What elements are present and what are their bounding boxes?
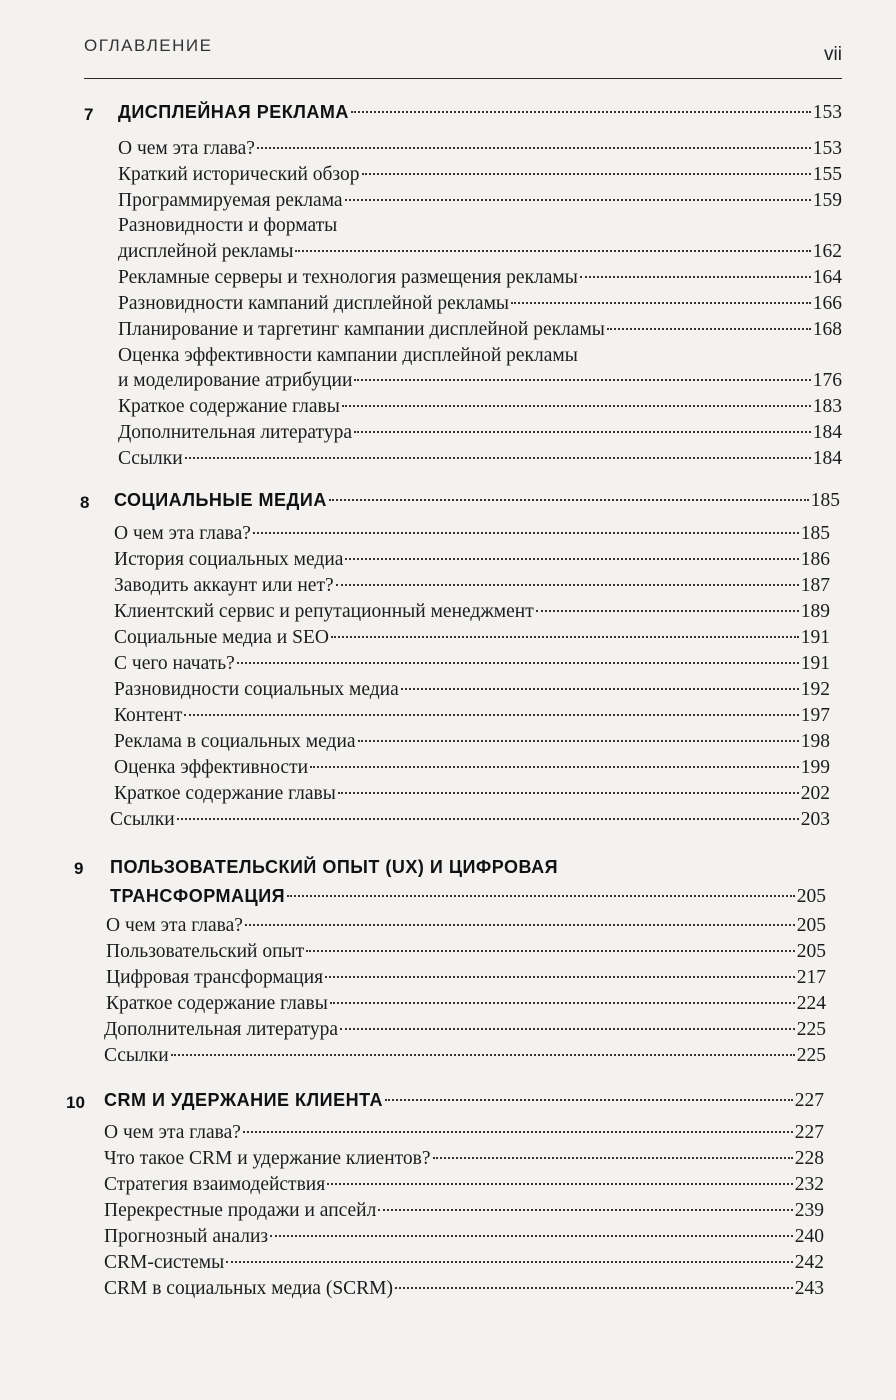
page-number: 224 [796, 993, 826, 1014]
entry-title: Краткий исторический обзор [118, 164, 360, 185]
chapter-title-line1: ПОЛЬЗОВАТЕЛЬСКИЙ ОПЫТ (UX) И ЦИФРОВАЯ [110, 857, 559, 877]
entry-title: Оценка эффективности [114, 757, 309, 778]
entry-title: Социальные медиа и SEO [114, 627, 329, 648]
toc-entry[interactable] [114, 730, 830, 754]
dot-leader [295, 250, 810, 252]
entry-title: Что такое CRM и удержание клиентов? [104, 1148, 431, 1169]
page-number: 227 [794, 1090, 824, 1111]
toc-entry[interactable] [114, 678, 830, 702]
page-number: 240 [794, 1226, 824, 1247]
page-number: 168 [812, 319, 842, 340]
dot-leader [345, 558, 798, 560]
running-header-page-number: vii [824, 44, 842, 65]
entry-title: Дополнительная литература [118, 422, 352, 443]
page-number: 242 [794, 1252, 824, 1273]
entry-title: О чем эта глава? [114, 523, 251, 544]
page-number: 186 [800, 549, 830, 570]
entry-title: Пользовательский опыт [106, 941, 305, 962]
dot-leader [253, 532, 799, 534]
page-number: 184 [812, 448, 842, 469]
toc-entry[interactable] [114, 548, 830, 572]
dot-leader [342, 405, 811, 407]
entry-title: Планирование и таргетинг кампании дисплейной рекламы [118, 319, 605, 340]
entry-title: Реклама в социальных медиа [114, 731, 356, 752]
dot-leader [257, 147, 811, 149]
dot-leader [270, 1235, 793, 1237]
toc-entry[interactable] [110, 808, 830, 832]
chapter-title: CRM И УДЕРЖАНИЕ КЛИЕНТА [104, 1090, 383, 1110]
toc-entry[interactable] [118, 292, 842, 316]
toc-entry[interactable] [104, 1173, 824, 1197]
chapter-heading[interactable] [114, 488, 840, 513]
dot-leader [354, 379, 810, 381]
dot-leader [580, 276, 811, 278]
entry-title: Дополнительная литература [104, 1019, 338, 1040]
page-number: 166 [812, 293, 842, 314]
toc-entry[interactable] [106, 992, 826, 1016]
toc-entry[interactable] [118, 395, 842, 419]
chapter-number: 10 [66, 1093, 85, 1112]
entry-title: Краткое содержание главы [114, 783, 336, 804]
page-number: 187 [800, 575, 830, 596]
page-number: 189 [800, 601, 830, 622]
entry-title: CRM в социальных медиа (SCRM) [104, 1278, 394, 1299]
page-number: 184 [812, 422, 842, 443]
dot-leader [287, 895, 795, 897]
entry-title: Разновидности и форматы [118, 215, 338, 236]
entry-title: Разновидности кампаний дисплейной рекламы [118, 293, 510, 314]
entry-title: Ссылки [118, 448, 183, 469]
toc-entry-wrapped-start[interactable] [118, 344, 842, 368]
toc-entry[interactable] [114, 522, 830, 546]
page-number: 153 [812, 102, 842, 123]
page-number: 232 [794, 1174, 824, 1195]
page-number: 243 [794, 1278, 824, 1299]
dot-leader [171, 1054, 795, 1056]
dot-leader [325, 976, 795, 978]
dot-leader [306, 950, 795, 952]
toc-entry[interactable] [118, 318, 842, 342]
entry-title: О чем эта глава? [106, 915, 243, 936]
dot-leader [358, 740, 799, 742]
toc-entry[interactable] [114, 574, 830, 598]
chapter-title: СОЦИАЛЬНЫЕ МЕДИА [114, 490, 327, 510]
chapter-heading[interactable] [104, 1088, 824, 1113]
entry-title: Стратегия взаимодействия [104, 1174, 326, 1195]
entry-title: и моделирование атрибуции [118, 370, 353, 391]
page-number: 225 [796, 1019, 826, 1040]
page-number: 164 [812, 267, 842, 288]
page-number: 227 [794, 1122, 824, 1143]
dot-leader [184, 714, 798, 716]
toc-entry[interactable] [104, 1018, 826, 1042]
page-number: 197 [800, 705, 830, 726]
toc-entry[interactable] [118, 266, 842, 290]
toc-entry[interactable] [104, 1199, 824, 1223]
page-number: 202 [800, 783, 830, 804]
page-number: 205 [796, 886, 826, 907]
chapter-number: 7 [84, 105, 94, 124]
page-number: 191 [800, 653, 830, 674]
page-number: 228 [794, 1148, 824, 1169]
dot-leader [329, 499, 809, 501]
entry-title: Краткое содержание главы [118, 396, 340, 417]
page-number: 183 [812, 396, 842, 417]
dot-leader [331, 636, 799, 638]
chapter-number: 9 [74, 859, 84, 878]
chapter-title: ДИСПЛЕЙНАЯ РЕКЛАМА [118, 102, 349, 122]
toc-entry[interactable] [104, 1277, 824, 1301]
entry-title: Программируемая реклама [118, 190, 343, 211]
toc-entry[interactable] [104, 1147, 824, 1171]
dot-leader [433, 1157, 793, 1159]
page-number: 199 [800, 757, 830, 778]
toc-entry[interactable] [118, 447, 842, 471]
dot-leader [607, 328, 811, 330]
page-number: 192 [800, 679, 830, 700]
dot-leader [185, 457, 811, 459]
dot-leader [177, 818, 799, 820]
toc-entry[interactable] [104, 1121, 824, 1145]
page-number: 185 [810, 490, 840, 511]
toc-entry[interactable] [114, 756, 830, 780]
entry-title: Прогнозный анализ [104, 1226, 269, 1247]
toc-entry[interactable] [106, 966, 826, 990]
dot-leader [401, 688, 799, 690]
header-rule [84, 78, 842, 79]
page-number: 159 [812, 190, 842, 211]
dot-leader [536, 610, 799, 612]
entry-title: История социальных медиа [114, 549, 344, 570]
chapter-number: 8 [80, 493, 90, 512]
dot-leader [226, 1261, 793, 1263]
entry-title: Цифровая трансформация [106, 967, 324, 988]
entry-title: Краткое содержание главы [106, 993, 328, 1014]
chapter-heading[interactable] [118, 100, 842, 125]
dot-leader [327, 1183, 793, 1185]
dot-leader [245, 924, 795, 926]
entry-title: Разновидности социальных медиа [114, 679, 399, 700]
entry-title: Клиентский сервис и репутационный менеджмент [114, 601, 534, 622]
dot-leader [378, 1209, 792, 1211]
toc-entry[interactable] [118, 137, 842, 161]
dot-leader [310, 766, 799, 768]
toc-entry[interactable] [114, 600, 830, 624]
toc-entry[interactable] [118, 163, 842, 187]
toc-entry[interactable] [104, 1225, 824, 1249]
page-number: 198 [800, 731, 830, 752]
toc-entry[interactable] [104, 1251, 824, 1275]
page-number: 176 [812, 370, 842, 391]
entry-title: Ссылки [104, 1045, 169, 1066]
page-number: 225 [796, 1045, 826, 1066]
toc-entry[interactable] [114, 782, 830, 806]
page-number: 239 [794, 1200, 824, 1221]
page-number: 191 [800, 627, 830, 648]
toc-entry[interactable] [114, 652, 830, 676]
toc-entry[interactable] [118, 240, 842, 264]
dot-leader [340, 1028, 795, 1030]
chapter-title-line2: ТРАНСФОРМАЦИЯ [110, 886, 286, 906]
toc-entry[interactable] [118, 189, 842, 213]
dot-leader [395, 1287, 793, 1289]
dot-leader [351, 111, 811, 113]
dot-leader [336, 584, 799, 586]
page-number: 155 [812, 164, 842, 185]
dot-leader [243, 1131, 793, 1133]
dot-leader [345, 199, 811, 201]
dot-leader [237, 662, 799, 664]
page-number: 205 [796, 941, 826, 962]
entry-title: Ссылки [110, 809, 175, 830]
toc-entry[interactable] [114, 626, 830, 650]
entry-title: Оценка эффективности кампании дисплейной рекламы [118, 345, 578, 366]
dot-leader [385, 1099, 793, 1101]
page-number: 162 [812, 241, 842, 262]
toc-entry[interactable] [106, 940, 826, 964]
dot-leader [330, 1002, 795, 1004]
page-number: 203 [800, 809, 830, 830]
toc-entry[interactable] [114, 704, 830, 728]
toc-entry-wrapped-start[interactable] [118, 214, 842, 238]
page-number: 205 [796, 915, 826, 936]
entry-title: О чем эта глава? [118, 138, 255, 159]
toc-entry[interactable] [118, 421, 842, 445]
page-number: 153 [812, 138, 842, 159]
entry-title: дисплейной рекламы [118, 241, 294, 262]
toc-entry[interactable] [106, 914, 826, 938]
dot-leader [338, 792, 799, 794]
toc-entry[interactable] [104, 1044, 826, 1068]
page-number: 185 [800, 523, 830, 544]
entry-title: CRM-системы [104, 1252, 225, 1273]
entry-title: Перекрестные продажи и апсейл [104, 1200, 377, 1221]
entry-title: Контент [114, 705, 183, 726]
dot-leader [362, 173, 811, 175]
chapter-heading[interactable] [110, 884, 826, 909]
entry-title: С чего начать? [114, 653, 235, 674]
dot-leader [354, 431, 811, 433]
toc-entry[interactable] [118, 369, 842, 393]
entry-title: Рекламные серверы и технология размещения рекламы [118, 267, 578, 288]
running-header-title: ОГЛАВЛЕНИЕ [84, 36, 213, 55]
dot-leader [511, 302, 811, 304]
entry-title: Заводить аккаунт или нет? [114, 575, 334, 596]
page-number: 217 [796, 967, 826, 988]
entry-title: О чем эта глава? [104, 1122, 241, 1143]
